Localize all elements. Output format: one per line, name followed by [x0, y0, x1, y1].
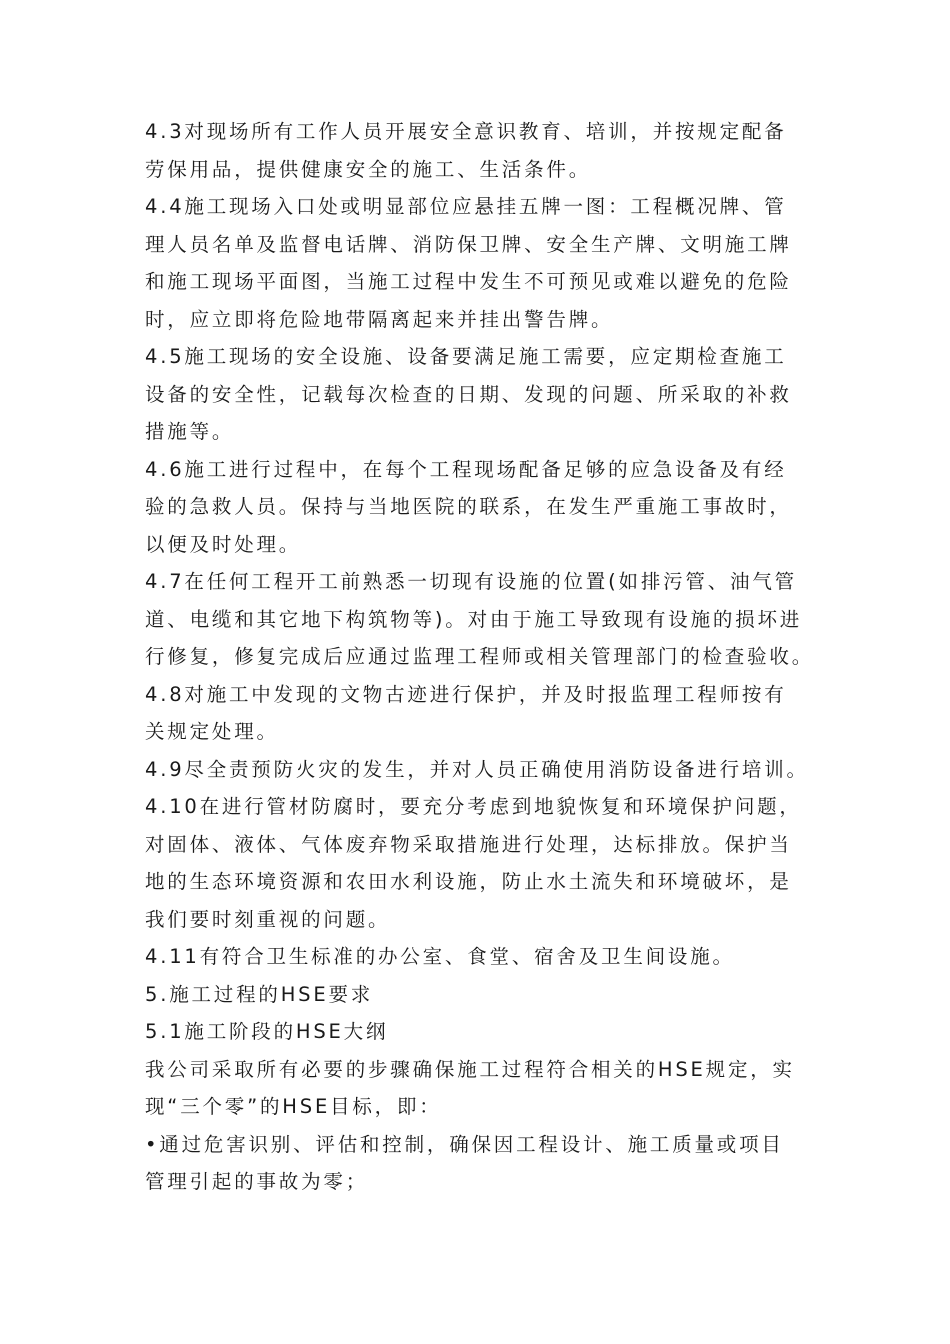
- text-line: 道、电缆和其它地下构筑物等)。对由于施工导致现有设施的损坏进: [145, 607, 803, 631]
- text-line: 验的急救人员。保持与当地医院的联系，在发生严重施工事故时，: [145, 495, 792, 518]
- text-line: 设备的安全性，记载每次检查的日期、发现的问题、所采取的补救: [145, 382, 792, 406]
- text-line: 我公司采取所有必要的步骤确保施工过程符合相关的HSE规定，实: [145, 1057, 795, 1081]
- text-line: 4.3对现场所有工作人员开展安全意识教育、培训，并按规定配备: [145, 120, 787, 143]
- text-line: 管理引起的事故为零；: [145, 1170, 369, 1193]
- document-body: [145, 113, 815, 1201]
- text-line: 4.8对施工中发现的文物古迹进行保护，并及时报监理工程师按有: [145, 682, 787, 706]
- text-line: 4.11有符合卫生标准的办公室、食堂、宿舍及卫生间设施。: [145, 945, 735, 968]
- text-line: 4.6施工进行过程中，在每个工程现场配备足够的应急设备及有经: [145, 457, 787, 481]
- text-line: 4.5施工现场的安全设施、设备要满足施工需要，应定期检查施工: [145, 345, 787, 368]
- text-line: 4.9尽全责预防火灾的发生，并对人员正确使用消防设备进行培训。: [145, 757, 809, 781]
- text-line: 劳保用品，提供健康安全的施工、生活条件。: [145, 157, 592, 181]
- section-heading: 5.施工过程的HSE要求: [145, 982, 374, 1006]
- subsection-heading: 5.1施工阶段的HSE大纲: [145, 1020, 389, 1043]
- text-line: 时，应立即将危险地带隔离起来并挂出警告牌。: [145, 307, 614, 331]
- text-line: 措施等。: [145, 420, 235, 443]
- text-line: 4.10在进行管材防腐时，要充分考虑到地貌恢复和环境保护问题，: [145, 795, 802, 818]
- bullet-line: •通过危害识别、评估和控制，确保因工程设计、施工质量或项目: [145, 1132, 784, 1156]
- text-line: 4.7在任何工程开工前熟悉一切现有设施的位置(如排污管、油气管: [145, 570, 797, 593]
- text-line: 我们要时刻重视的问题。: [145, 907, 391, 931]
- text-line: 地的生态环境资源和农田水利设施，防止水土流失和环境破坏，是: [145, 870, 792, 893]
- text-line: 关规定处理。: [145, 720, 279, 743]
- text-line: 4.4施工现场入口处或明显部位应悬挂五牌一图：工程概况牌、管: [145, 195, 787, 218]
- text-line: 行修复，修复完成后应通过监理工程师或相关管理部门的检查验收。: [145, 645, 815, 668]
- text-line: 和施工现场平面图，当施工过程中发生不可预见或难以避免的危险: [145, 270, 792, 293]
- text-line: 以便及时处理。: [145, 532, 302, 556]
- text-line: 理人员名单及监督电话牌、消防保卫牌、安全生产牌、文明施工牌: [145, 232, 792, 256]
- text-line: 现“三个零”的HSE目标，即：: [145, 1095, 442, 1118]
- text-line: 对固体、液体、气体废弃物采取措施进行处理，达标排放。保护当: [145, 832, 792, 856]
